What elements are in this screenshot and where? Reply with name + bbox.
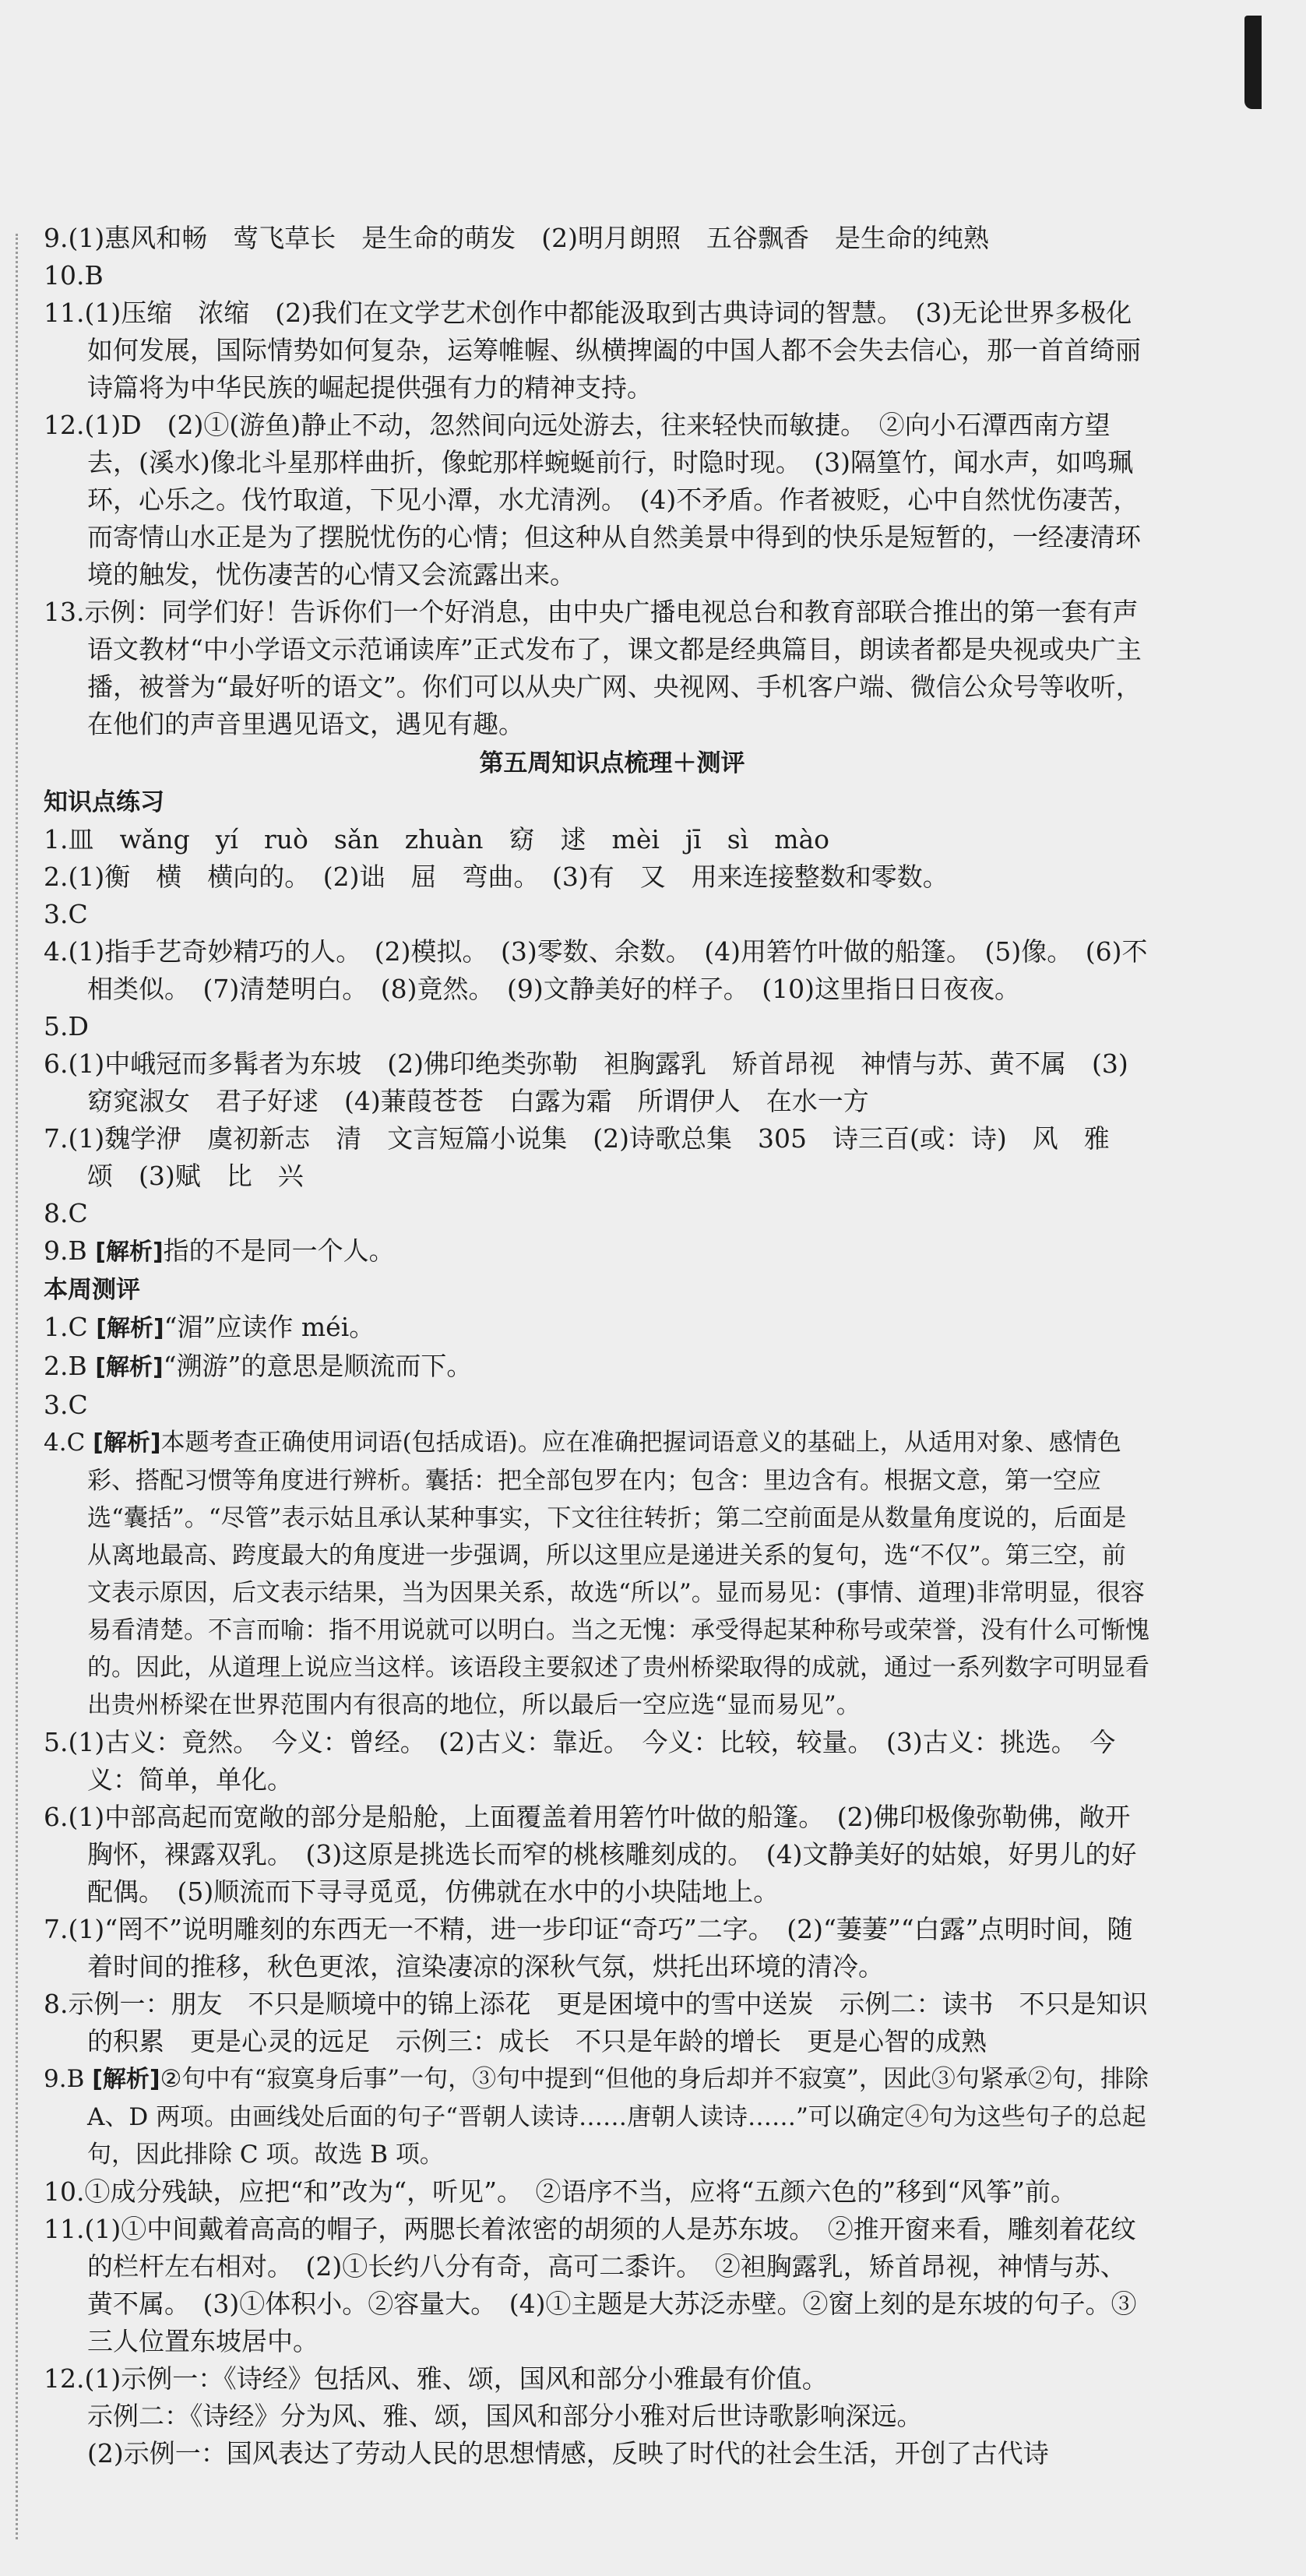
week-title: 第五周知识点梳理＋测评 xyxy=(479,749,745,777)
answer-item: 7.(1)“罔不”说明雕刻的东西无一不精，进一步印证“奇巧”二字。 (2)“萋萋”“白露”点明时间，随着时间的推移，秋色更浓，渲染凄凉的深秋气氛，烘托出环境的清冷。 xyxy=(44,1914,1133,1982)
answer-item xyxy=(44,1309,1149,1348)
section-heading-knowledge: 知识点练习 xyxy=(44,788,164,816)
answer-item: 7.(1)魏学洢 虞初新志 清 文言短篇小说集 (2)诗歌总集 305 诗三百(或：诗) 风 雅 颂 (3)赋 比 兴 xyxy=(44,1123,1135,1191)
analysis-text: ②句中有“寂寞身后事”一句，③句中提到“但他的身后却并不寂寞”，因此③句紧承②句，排除 A、D 两项。由画线处后面的句子“晋朝人读诗……唐朝人读诗……”可以确定④句为这些句子的总起句，因此排除 C 项。故选 B 项。 xyxy=(87,2065,1156,2169)
analysis-text: 指的不是同一个人。 xyxy=(163,1235,395,1266)
answer-item: 11.(1)①中间戴着高高的帽子，两腮长着浓密的胡须的人是苏东坡。 ②推开窗来看，雕刻着花纹的栏杆左右相对。 (2)①长约八分有奇，高可二黍许。 ②袒胸露乳，矫首昂视，神情与苏、黄不属。 (3)①体积小。②容量大。 (4)①主题是大苏泛赤壁。②窗上刻的是东坡的句子。③三人位置东坡居中。 xyxy=(44,2214,1137,2356)
answer-item: 9.(1)惠风和畅 莺飞草长 是生命的萌发 (2)明月朗照 五谷飘香 是生命的纯熟 xyxy=(44,223,989,253)
answer-item xyxy=(44,1232,1149,1271)
answer-item: 6.(1)中部高起而宽敞的部分是船舱，上面覆盖着用箬竹叶做的船篷。 (2)佛印极像弥勒佛，敞开胸怀，裸露双乳。 (3)这原是挑选长而窄的桃核雕刻成的。 (4)文静美好的姑娘，好男儿的好配偶。 (5)顺流而下寻寻觅觅，仿佛就在水中的小块陆地上。 xyxy=(44,1802,1137,1907)
answer-item: 5.D xyxy=(44,1011,89,1041)
analysis-text: “湄”应读作 méi。 xyxy=(164,1312,375,1342)
answer-item: 6.(1)中峨冠而多髯者为东坡 (2)佛印绝类弥勒 袒胸露乳 矫首昂视 神情与苏、黄不属 (3)窈窕淑女 君子好逑 (4)蒹葭苍苍 白露为霜 所谓伊人 在水一方 xyxy=(44,1048,1128,1116)
answer-item: 10.①成分残缺，应把“和”改为“，听见”。 ②语序不当，应将“五颜六色的”移到“风筝”前。 xyxy=(44,2176,1076,2207)
analysis-tag: [解析] xyxy=(92,2066,160,2093)
item-number: 9.B xyxy=(44,2065,93,2093)
analysis-tag: [解析] xyxy=(95,1354,164,1381)
section-heading-test: 本周测评 xyxy=(44,1276,140,1304)
analysis-tag: [解析] xyxy=(93,1429,161,1457)
answer-item: 13.示例：同学们好！告诉你们一个好消息，由中央广播电视总台和教育部联合推出的第一套有声语文教材“中小学语文示范诵读库”正式发布了，课文都是经典篇目，朗读者都是央视或央广主播，被誉为“最好听的语文”。你们可以从央广网、央视网、手机客户端、微信公众号等收听，在他们的声音里遇见语文，遇见有趣。 xyxy=(44,597,1142,739)
answer-item: 12.(1)示例一：《诗经》包括风、雅、颂，国风和部分小雅最有价值。 xyxy=(44,2363,828,2394)
item-number: 4.C xyxy=(44,1429,93,1457)
answer-item: 8.示例一：朋友 不只是顺境中的锦上添花 更是困境中的雪中送炭 示例二：读书 不只是知识的积累 更是心灵的远足 示例三：成长 不只是年龄的增长 更是心智的成熟 xyxy=(44,1989,1148,2056)
answer-subline: 示例二：《诗经》分为风、雅、颂，国风和部分小雅对后世诗歌影响深远。 xyxy=(87,2401,923,2431)
answer-subline: (2)示例一：国风表达了劳动人民的思想情感，反映了时代的社会生活，开创了古代诗 xyxy=(87,2438,1049,2469)
answer-item: 5.(1)古义：竟然。 今义：曾经。 (2)古义：靠近。 今义：比较，较量。 (3)古义：挑选。 今义：简单，单化。 xyxy=(44,1727,1116,1795)
answer-item: 1.皿 wǎng yí ruò sǎn zhuàn 窈 逑 mèi jī sì mào xyxy=(44,824,830,855)
answer-page xyxy=(44,220,1156,2472)
answer-item: 4.(1)指手艺奇妙精巧的人。 (2)模拟。 (3)零数、余数。 (4)用箬竹叶做的船篷。 (5)像。 (6)不相类似。 (7)清楚明白。 (8)竟然。 (9)文静美好的样子。 (10)这里指日日夜夜。 xyxy=(44,936,1148,1004)
analysis-tag: [解析] xyxy=(96,1315,164,1342)
item-number: 2.B xyxy=(44,1351,96,1381)
answer-item: 8.C xyxy=(44,1198,88,1228)
item-number: 1.C xyxy=(44,1312,97,1342)
answer-item: 12.(1)D (2)①(游鱼)静止不动，忽然间向远处游去，往来轻快而敏捷。 ②向小石潭西南方望去，(溪水)像北斗星那样曲折，像蛇那样蜿蜒前行，时隐时现。 (3)隔篁竹，闻水声，如鸣珮环，心乐之。伐竹取道，下见小潭，水尤清洌。 (4)不矛盾。作者被贬，心中自然忧伤凄苦，而寄情山水正是为了摆脱忧伤的心情；但这种从自然美景中得到的快乐是短暂的，一经凄清环境的触发，忧伤凄苦的心情又会流露出来。 xyxy=(44,410,1141,590)
answer-item: 11.(1)压缩 浓缩 (2)我们在文学艺术创作中都能汲取到古典诗词的智慧。 (3)无论世界多极化如何发展，国际情势如何复杂，运筹帷幄、纵横捭阖的中国人都不会失去信心，那一首首绮丽诗篇将为中华民族的崛起提供强有力的精神支持。 xyxy=(44,298,1141,403)
answer-item: 3.C xyxy=(44,899,88,929)
analysis-text: 本题考查正确使用词语(包括成语)。应在准确把握词语意义的基础上，从适用对象、感情色彩、搭配习惯等角度进行辨析。囊括：把全部包罗在内；包含：里边含有。根据文意，第一空应选“囊括”。“尽管”表示姑且承认某种事实，下文往往转折；第二空前面是从数量角度说的，后面是从离地最高、跨度最大的角度进一步强调，所以这里应是递进关系的复句，选“不仅”。第三空，前文表示原因，后文表示结果，当为因果关系，故选“所以”。显而易见：(事情、道理)非常明显，很容易看清楚。不言而喻：指不用说就可以明白。当之无愧：承受得起某种称号或荣誉，没有什么可惭愧的。因此，从道理上说应当这样。该语段主要叙述了贵州桥梁取得的成就，通过一系列数字可明显看出贵州桥梁在世界范围内有很高的地位，所以最后一空应选“显而易见”。 xyxy=(87,1429,1149,1719)
answer-item xyxy=(44,1424,1149,1724)
answer-item xyxy=(44,2060,1156,2173)
page-edge-mark xyxy=(1244,16,1262,109)
analysis-text: “溯游”的意思是顺流而下。 xyxy=(163,1351,473,1381)
answer-item: 3.C xyxy=(44,1390,88,1420)
binding-margin-rule xyxy=(16,234,18,2539)
answer-item: 10.B xyxy=(44,260,104,291)
answer-item xyxy=(44,1348,1149,1387)
item-number: 9.B xyxy=(44,1235,96,1266)
analysis-tag: [解析] xyxy=(95,1239,164,1266)
answer-item: 2.(1)衡 横 横向的。 (2)诎 屈 弯曲。 (3)有 又 用来连接整数和零数。 xyxy=(44,862,949,892)
